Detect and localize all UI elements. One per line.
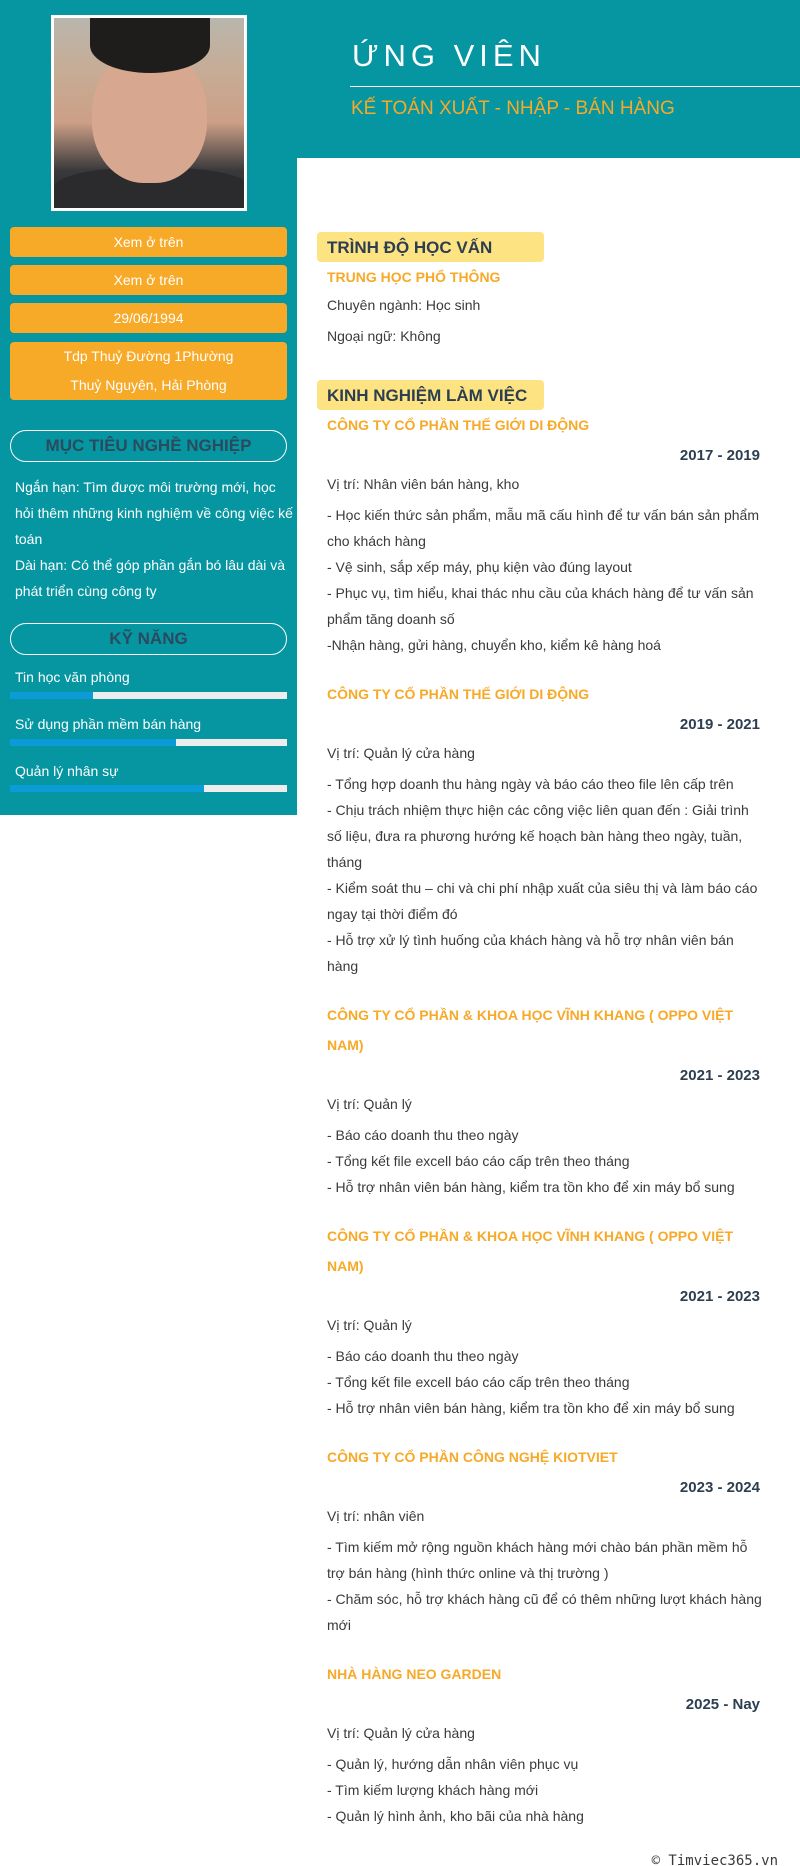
- job-duty: - Học kiến thức sản phẩm, mẫu mã cấu hình để tư vấn bán sản phẩm cho khách hàng: [327, 507, 759, 549]
- job-position: Vị trí: Quản lý: [327, 1096, 412, 1112]
- contact-email: Xem ở trên: [10, 265, 287, 295]
- job-duty: - Báo cáo doanh thu theo ngày: [327, 1348, 519, 1364]
- experience-heading: KINH NGHIỆM LÀM VIỆC: [317, 380, 544, 410]
- career-goal-heading: MỤC TIÊU NGHỀ NGHIỆP: [10, 430, 287, 462]
- education-school: TRUNG HỌC PHỔ THÔNG: [327, 269, 501, 285]
- goal-long-term: Dài hạn: Có thể góp phần gắn bó lâu dài và phát triển cùng công ty: [15, 557, 286, 599]
- job-description: [327, 1343, 767, 1421]
- job-period: 2025 - Nay: [685, 1696, 760, 1713]
- job-company: NHÀ HÀNG NEO GARDEN: [327, 1666, 502, 1682]
- contact-birthday: 29/06/1994: [10, 303, 287, 333]
- skill-bar: [10, 692, 287, 699]
- job-description: [327, 771, 767, 979]
- watermark: © Timviec365.vn: [651, 1853, 778, 1866]
- avatar-hair: [90, 18, 210, 73]
- skill-label: Sử dụng phần mềm bán hàng: [15, 716, 202, 732]
- skill-fill: [10, 692, 93, 699]
- job-period: 2019 - 2021: [679, 716, 760, 733]
- job-duty: - Phục vụ, tìm hiểu, khai thác nhu cầu của khách hàng để tư vấn sản phẩm tăng doanh số: [327, 585, 754, 627]
- job-duty: - Quản lý hình ảnh, kho bãi của nhà hàng: [327, 1808, 584, 1824]
- job-position: Vị trí: Quản lý cửa hàng: [327, 745, 475, 761]
- avatar: [51, 15, 247, 211]
- job-period: 2021 - 2023: [679, 1288, 760, 1305]
- job-description: [327, 1534, 767, 1638]
- contact-phone: Xem ở trên: [10, 227, 287, 257]
- job-duty: - Chăm sóc, hỗ trợ khách hàng cũ để có thêm những lượt khách hàng mới: [327, 1591, 762, 1633]
- skill-bar: [10, 785, 287, 792]
- education-major: Chuyên ngành: Học sinh: [327, 297, 481, 313]
- job-period: 2023 - 2024: [679, 1479, 760, 1496]
- skill-fill: [10, 739, 176, 746]
- job-duty: - Báo cáo doanh thu theo ngày: [327, 1127, 519, 1143]
- job-duty: - Tìm kiếm lượng khách hàng mới: [327, 1782, 539, 1798]
- job-duty: - Tìm kiếm mở rộng nguồn khách hàng mới chào bán phần mềm hỗ trợ bán hàng (hình thức online và thị trường ): [327, 1539, 748, 1581]
- job-duty: - Hỗ trợ xử lý tình huống của khách hàng và hỗ trợ nhân viên bán hàng: [327, 932, 734, 974]
- job-description: [327, 502, 767, 658]
- job-duty: - Tổng kết file excell báo cáo cấp trên theo tháng: [327, 1153, 630, 1169]
- job-position: Vị trí: nhân viên: [327, 1508, 425, 1524]
- job-duty: - Kiểm soát thu – chi và chi phí nhập xuất của siêu thị và làm báo cáo ngay tại thời điểm đó: [327, 880, 758, 922]
- contact-address: Tdp Thuỷ Đường 1Phường Thuỷ Nguyên, Hải Phòng: [10, 342, 287, 400]
- education-heading: TRÌNH ĐỘ HỌC VẤN: [317, 232, 544, 262]
- career-goal-text: [15, 474, 295, 604]
- job-period: 2017 - 2019: [679, 447, 760, 464]
- job-company: CÔNG TY CỔ PHẦN THẾ GIỚI DI ĐỘNG: [327, 417, 590, 433]
- skills-heading: KỸ NĂNG: [10, 623, 287, 655]
- header-band: [297, 0, 800, 158]
- skill-label: Quản lý nhân sự: [15, 763, 119, 779]
- skill-label: Tin học văn phòng: [15, 669, 130, 685]
- job-duty: - Hỗ trợ nhân viên bán hàng, kiểm tra tồn kho để xin máy bổ sung: [327, 1400, 735, 1416]
- header-divider: [350, 86, 800, 87]
- job-duty: -Nhận hàng, gửi hàng, chuyển kho, kiểm kê hàng hoá: [327, 637, 661, 653]
- job-company: CÔNG TY CỔ PHẦN & KHOA HỌC VĨNH KHANG ( OPPO VIỆT NAM): [327, 1228, 734, 1274]
- job-description: [327, 1751, 767, 1829]
- job-company: CÔNG TY CỔ PHẦN CÔNG NGHỆ KIOTVIET: [327, 1449, 618, 1465]
- job-period: 2021 - 2023: [679, 1067, 760, 1084]
- job-company: CÔNG TY CỔ PHẦN THẾ GIỚI DI ĐỘNG: [327, 686, 590, 702]
- job-description: [327, 1122, 767, 1200]
- sidebar: [0, 0, 297, 815]
- goal-short-term: Ngắn hạn: Tìm được môi trường mới, học hỏi thêm những kinh nghiệm về công việc kế toán: [15, 479, 293, 547]
- job-duty: - Tổng kết file excell báo cáo cấp trên theo tháng: [327, 1374, 630, 1390]
- job-position: Vị trí: Nhân viên bán hàng, kho: [327, 476, 520, 492]
- job-company: CÔNG TY CỔ PHẦN & KHOA HỌC VĨNH KHANG ( OPPO VIỆT NAM): [327, 1007, 734, 1053]
- education-language: Ngoại ngữ: Không: [327, 328, 441, 344]
- job-position: Vị trí: Quản lý cửa hàng: [327, 1725, 475, 1741]
- job-position: Vị trí: Quản lý: [327, 1317, 412, 1333]
- job-duty: - Chịu trách nhiệm thực hiện các công việc liên quan đến : Giải trình số liệu, đưa ra phương hướng kế hoạch bàn hàng theo ngày, tuần, tháng: [327, 802, 749, 870]
- skill-fill: [10, 785, 204, 792]
- job-title: KẾ TOÁN XUẤT - NHẬP - BÁN HÀNG: [351, 98, 675, 119]
- job-duty: - Vệ sinh, sắp xếp máy, phụ kiện vào đúng layout: [327, 559, 632, 575]
- skill-bar: [10, 739, 287, 746]
- candidate-name: ỨNG VIÊN: [352, 38, 546, 73]
- job-duty: - Quản lý, hướng dẫn nhân viên phục vụ: [327, 1756, 579, 1772]
- job-duty: - Hỗ trợ nhân viên bán hàng, kiểm tra tồn kho để xin máy bổ sung: [327, 1179, 735, 1195]
- job-duty: - Tổng hợp doanh thu hàng ngày và báo cáo theo file lên cấp trên: [327, 776, 734, 792]
